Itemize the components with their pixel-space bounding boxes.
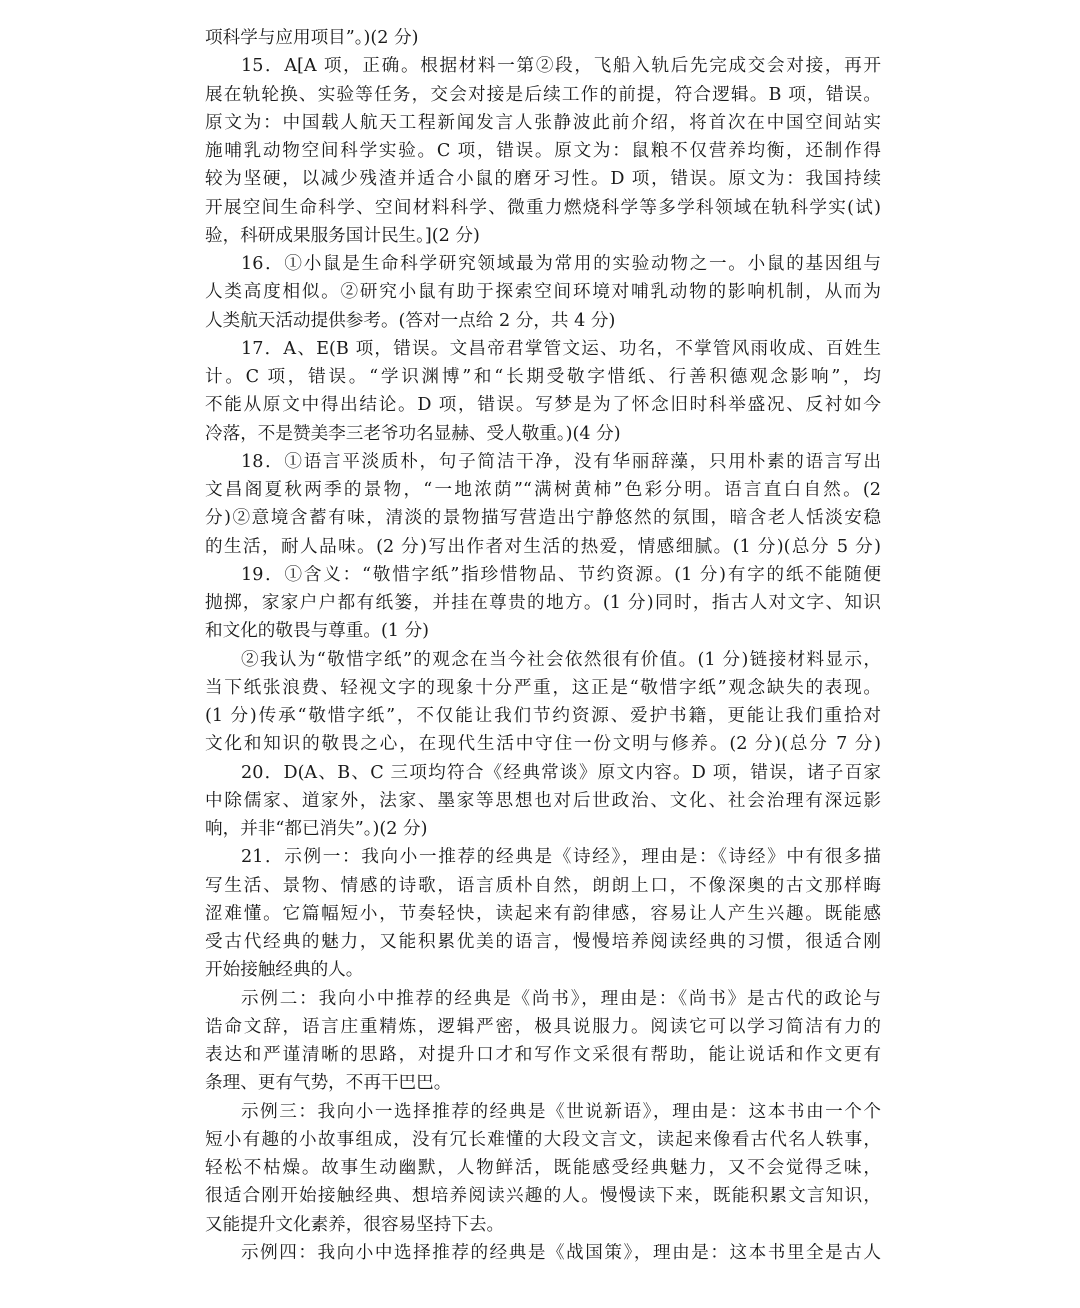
text-line: 16．①小鼠是生命科学研究领域最为常用的实验动物之一。小鼠的基因组与 xyxy=(241,254,881,274)
text-line: 表达和严谨清晰的思路，对提升口才和写作文采很有帮助，能让说话和作文更有 xyxy=(205,1045,881,1065)
text-line: 涩难懂。它篇幅短小，节奏轻快，读起来有韵律感，容易让人产生兴趣。既能感 xyxy=(205,903,881,924)
text-line: 诰命文辞，语言庄重精炼，逻辑严密，极具说服力。阅读它可以学习简洁有力的 xyxy=(205,1016,881,1037)
text-line: 示例三：我向小一选择推荐的经典是《世说新语》，理由是：这本书由一个个 xyxy=(241,1101,881,1122)
text-line: 展在轨轮换、实验等任务，交会对接是后续工作的前提，符合逻辑。B 项，错误。 xyxy=(205,84,881,105)
text-line: 中除儒家、道家外，法家、墨家等思想也对后世政治、文化、社会治理有深远影 xyxy=(205,790,881,811)
text-line: 短小有趣的小故事组成，没有冗长难懂的大段文言文，读起来像看古代名人轶事， xyxy=(205,1129,881,1150)
text-line: 文昌阁夏秋两季的景物，“一地浓荫”“满树黄柿”色彩分明。语言直白自然。(2 xyxy=(205,480,881,500)
text-line: 18．①语言平淡质朴，句子简洁干净，没有华丽辞藻，只用朴素的语言写出 xyxy=(241,451,881,472)
text-line: 条理、更有气势，不再干巴巴。 xyxy=(205,1073,452,1094)
text-line: 21．示例一：我向小一推荐的经典是《诗经》，理由是：《诗经》中有很多描 xyxy=(241,847,881,868)
text-line: 15．A[A 项，正确。根据材料一第②段，飞船入轨后先完成交会对接，再开 xyxy=(241,56,881,77)
text-line: 写生活、景物、情感的诗歌，语言质朴自然，朗朗上口，不像深奥的古文那样晦 xyxy=(205,875,881,896)
text-line: 较为坚硬，以减少残渣并适合小鼠的磨牙习性。D 项，错误。原文为：我国持续 xyxy=(205,169,881,190)
text-line: 和文化的敬畏与尊重。(1 分) xyxy=(205,621,430,642)
text-line: 项科学与应用项目”。)(2 分) xyxy=(205,28,419,48)
answer-document xyxy=(205,24,881,1267)
text-line: 又能提升文化素养，很容易坚持下去。 xyxy=(205,1214,505,1235)
text-line: 轻松不枯燥。故事生动幽默，人物鲜活，既能感受经典魅力，又不会觉得乏味， xyxy=(205,1158,881,1178)
text-line: 示例四：我向小中选择推荐的经典是《战国策》，理由是：这本书里全是古人 xyxy=(241,1242,881,1263)
text-line: 很适合刚开始接触经典、想培养阅读兴趣的人。慢慢读下来，既能积累文言知识， xyxy=(205,1186,881,1207)
text-line: 人类航天活动提供参考。(答对一点给 2 分，共 4 分) xyxy=(205,310,616,331)
text-line: 17．A、E(B 项，错误。文昌帝君掌管文运、功名，不掌管风雨收成、百姓生 xyxy=(241,338,881,359)
text-line: 施哺乳动物空间科学实验。C 项，错误。原文为：鼠粮不仅营养均衡，还制作得 xyxy=(205,141,881,161)
text-line: 计。C 项，错误。“学识渊博”和“长期受敬字惜纸、行善积德观念影响”，均 xyxy=(205,367,881,387)
text-line: (1 分)传承“敬惜字纸”，不仅能让我们节约资源、爱护书籍，更能让我们重拾对 xyxy=(205,706,881,726)
text-line: ②我认为“敬惜字纸”的观念在当今社会依然很有价值。(1 分)链接材料显示， xyxy=(241,649,881,670)
text-line: 人类高度相似。②研究小鼠有助于探索空间环境对哺乳动物的影响机制，从而为 xyxy=(205,282,881,303)
text-line: 示例二：我向小中推荐的经典是《尚书》，理由是：《尚书》是古代的政论与 xyxy=(241,988,881,1009)
text-line: 20．D(A、B、C 三项均符合《经典常谈》原文内容。D 项，错误，诸子百家 xyxy=(241,762,881,783)
text-line: 验，科研成果服务国计民生。](2 分) xyxy=(205,225,480,246)
text-line: 冷落，不是赞美李三老爷功名显赫、受人敬重。)(4 分) xyxy=(205,423,621,444)
text-line: 的生活，耐人品味。(2 分)写出作者对生活的热爱，情感细腻。(1 分)(总分 5 分) xyxy=(205,536,881,557)
text-line: 不能从原文中得出结论。D 项，错误。写梦是为了怀念旧时科举盛况、反衬如今 xyxy=(205,395,881,416)
text-line: 响，并非“都已消失”。)(2 分) xyxy=(205,819,428,839)
text-line: 文化和知识的敬畏之心，在现代生活中守住一份文明与修养。(2 分)(总分 7 分) xyxy=(205,734,881,755)
text-line: 抛掷，家家户户都有纸篓，并挂在尊贵的地方。(1 分)同时，指古人对文字、知识 xyxy=(205,593,881,613)
text-line: 分)②意境含蓄有味，清淡的景物描写营造出宁静悠然的氛围，暗含老人恬淡安稳 xyxy=(205,508,881,529)
text-line: 开展空间生命科学、空间材料科学、微重力燃烧科学等多学科领域在轨科学实(试) xyxy=(205,197,881,218)
text-line: 当下纸张浪费、轻视文字的现象十分严重，这正是“敬惜字纸”观念缺失的表现。 xyxy=(205,677,881,698)
text-line: 开始接触经典的人。 xyxy=(205,960,364,981)
text-line: 受古代经典的魅力，又能积累优美的语言，慢慢培养阅读经典的习惯，很适合刚 xyxy=(205,932,881,952)
text-line: 原文为：中国载人航天工程新闻发言人张静波此前介绍，将首次在中国空间站实 xyxy=(205,112,881,133)
text-line: 19．①含义：“敬惜字纸”指珍惜物品、节约资源。(1 分)有字的纸不能随便 xyxy=(241,564,881,585)
